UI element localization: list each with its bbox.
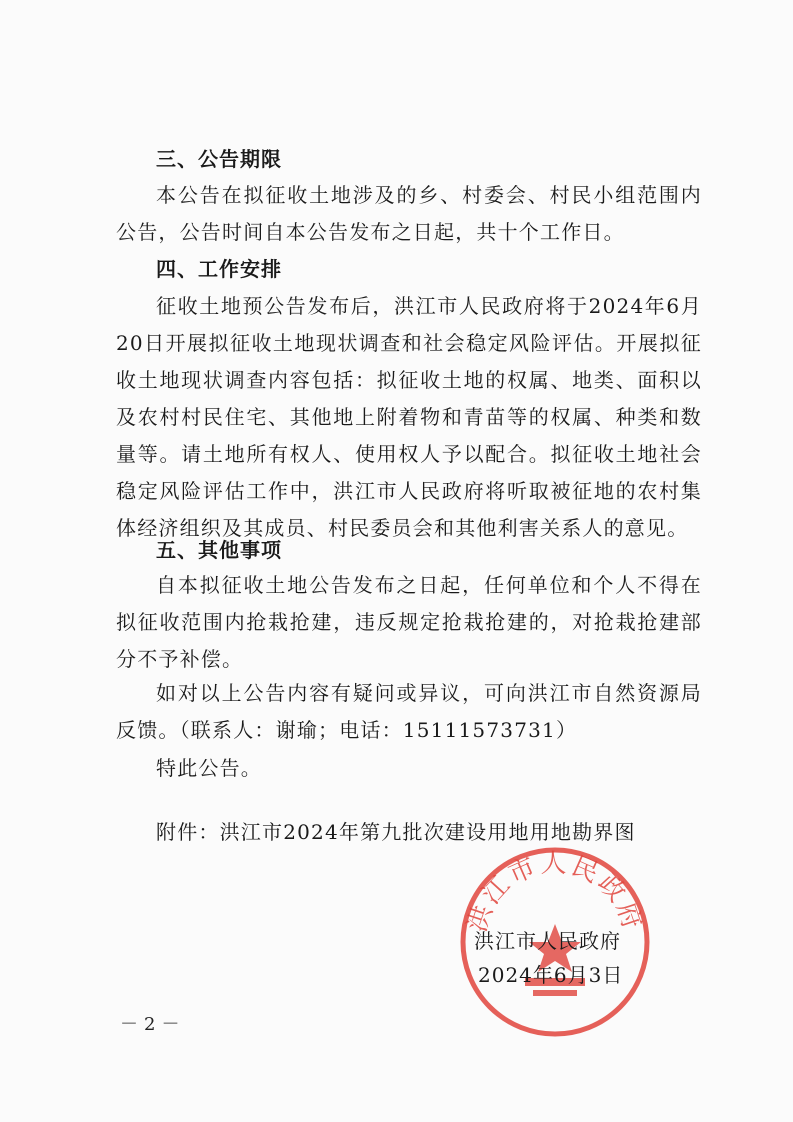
section-heading-3: 三、公告期限: [156, 147, 282, 171]
section-4-paragraph: 征收土地预公告发布后，洪江市人民政府将于2024年6月20日开展拟征收土地现状调查和社会稳定风险评估。开展拟征收土地现状调查内容包括：拟征收土地的权属、地类、面积以及农村村民住宅、其他地上附着物和青苗等的权属、种类和数量等。请土地所有权人、使用权人予以配合。拟征收土地社会稳定风险评估工作中，洪江市人民政府将听取被征地的农村集体经济组织及其成员、村民委员会和其他利害关系人的意见。: [116, 294, 702, 540]
signature-date: 2024年6月3日: [478, 963, 624, 987]
section-heading-4: 四、工作安排: [156, 257, 282, 281]
page-number: －2－: [120, 1014, 186, 1035]
svg-text:洪江市人民政府: 洪江市人民政府: [462, 849, 648, 936]
attachment-note: 附件：洪江市2024年第九批次建设用地用地勘界图: [156, 820, 636, 844]
closing-text: 特此公告。: [156, 756, 262, 780]
section-heading-5: 五、其他事项: [156, 538, 282, 562]
section-3-paragraph: 本公告在拟征收土地涉及的乡、村委会、村民小组范围内公告，公告时间自本公告发布之日起，共十个工作日。: [116, 183, 702, 244]
signature-org: 洪江市人民政府: [474, 929, 621, 953]
section-5-paragraph-1: 自本拟征收土地公告发布之日起，任何单位和个人不得在拟征收范围内抢栽抢建，违反规定抢栽抢建的，对抢栽抢建部分不予补偿。: [116, 573, 702, 671]
section-5-paragraph-2: 如对以上公告内容有疑问或异议，可向洪江市自然资源局反馈。（联系人：谢瑜；电话：15111573731）: [116, 681, 702, 742]
